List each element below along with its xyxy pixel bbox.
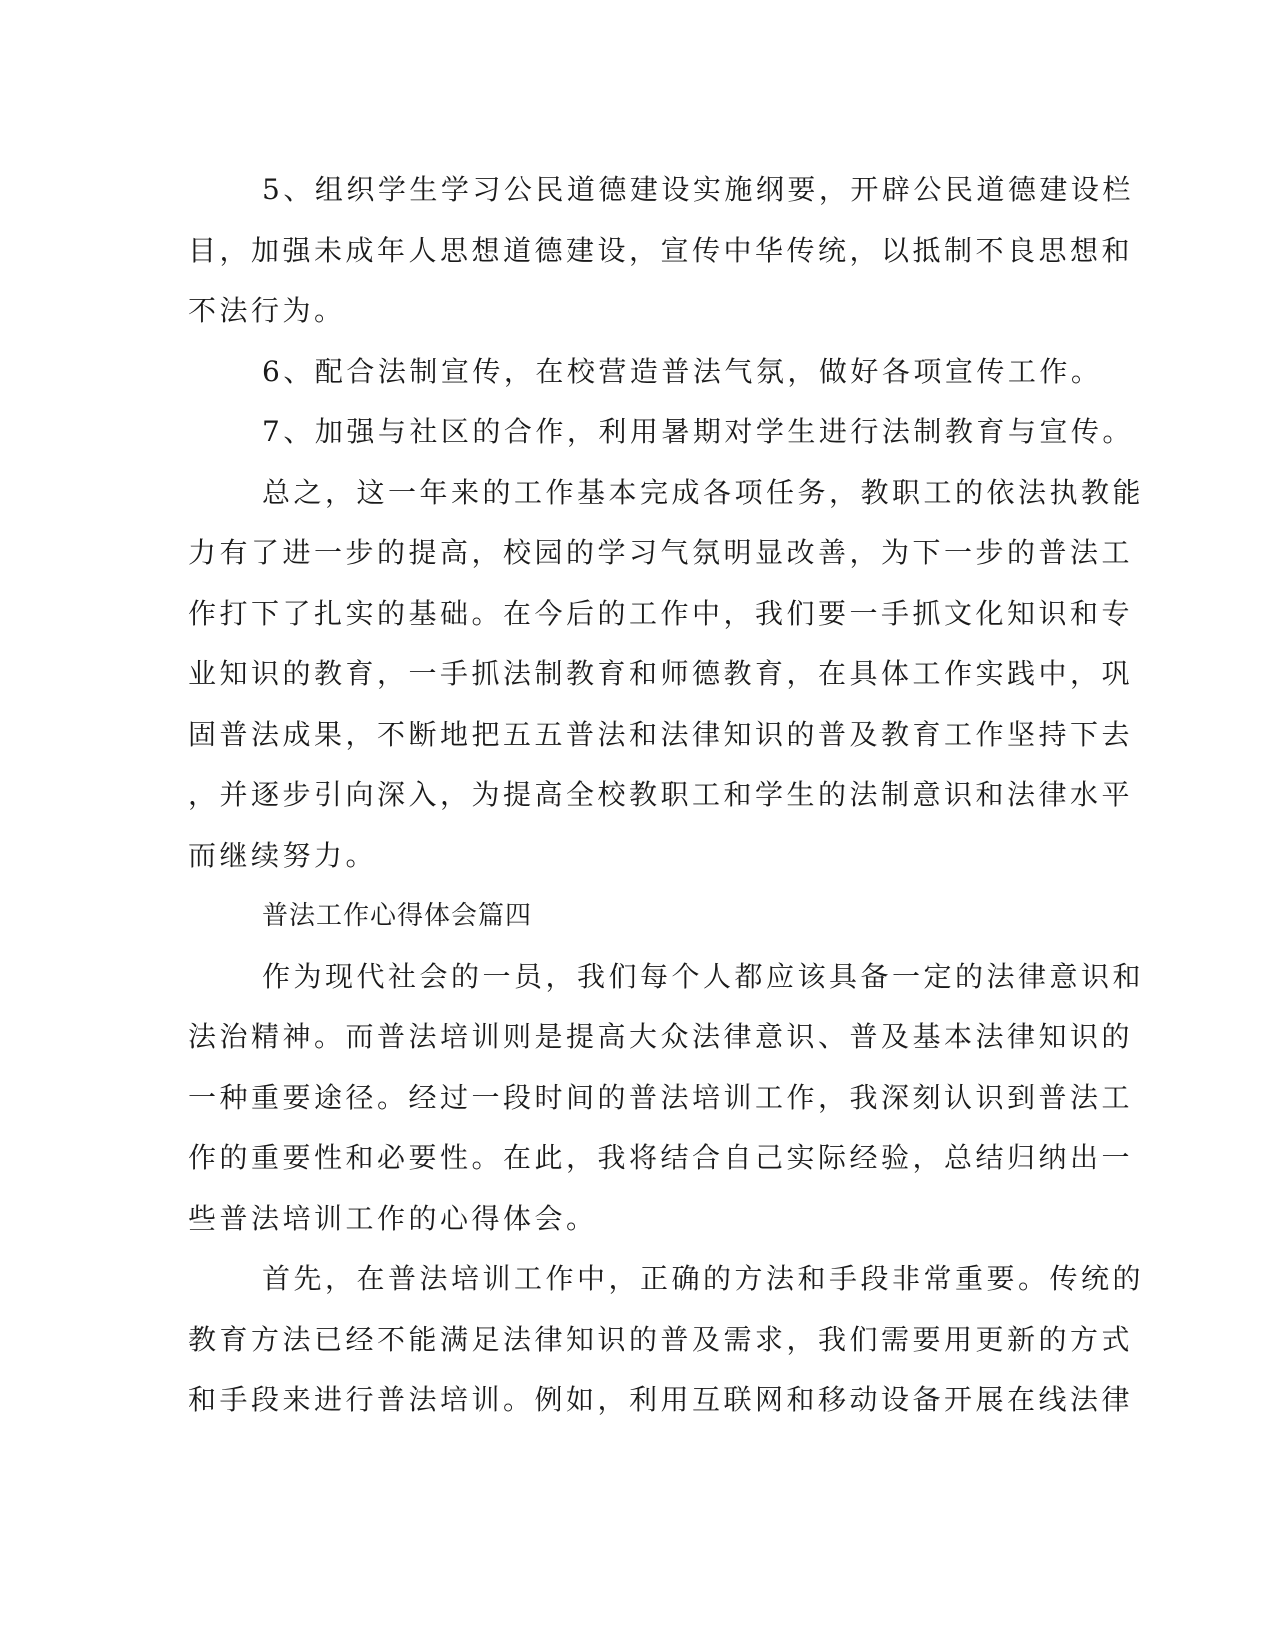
text-line: 首先，在普法培训工作中，正确的方法和手段非常重要。传统的	[262, 1262, 1145, 1295]
text-line: ，并逐步引向深入，为提高全校教职工和学生的法制意识和法律水平	[188, 778, 1134, 811]
text-line: 和手段来进行普法培训。例如，利用互联网和移动设备开展在线法律	[188, 1383, 1134, 1416]
text-line: 7、加强与社区的合作，利用暑期对学生进行法制教育与宣传。	[262, 415, 1134, 448]
document-body	[188, 160, 1145, 1431]
text-line: 法治精神。而普法培训则是提高大众法律意识、普及基本法律知识的	[188, 1020, 1134, 1053]
text-line: 6、配合法制宣传，在校营造普法气氛，做好各项宣传工作。	[262, 354, 1103, 388]
text-line: 5、组织学生学习公民道德建设实施纲要，开辟公民道德建设栏	[262, 173, 1134, 206]
text-line: 力有了进一步的提高，校园的学习气氛明显改善，为下一步的普法工	[188, 536, 1134, 569]
text-line: 作打下了扎实的基础。在今后的工作中，我们要一手抓文化知识和专	[188, 596, 1134, 630]
text-line: 不法行为。	[188, 294, 346, 327]
text-line: 业知识的教育，一手抓法制教育和师德教育，在具体工作实践中，巩	[188, 657, 1134, 690]
text-line: 总之，这一年来的工作基本完成各项任务，教职工的依法执教能	[262, 475, 1145, 509]
text-line: 目，加强未成年人思想道德建设，宣传中华传统，以抵制不良思想和	[188, 233, 1134, 267]
text-line: 作的重要性和必要性。在此，我将结合自己实际经验，总结归纳出一	[188, 1141, 1134, 1174]
text-line: 而继续努力。	[188, 838, 378, 872]
text-line: 作为现代社会的一员，我们每个人都应该具备一定的法律意识和	[262, 959, 1145, 993]
text-line: 固普法成果，不断地把五五普法和法律知识的普及教育工作坚持下去	[188, 717, 1134, 751]
text-line: 一种重要途径。经过一段时间的普法培训工作，我深刻认识到普法工	[188, 1080, 1134, 1114]
text-line: 教育方法已经不能满足法律知识的普及需求，我们需要用更新的方式	[188, 1322, 1134, 1356]
text-line: 些普法培训工作的心得体会。	[188, 1201, 598, 1235]
section-heading: 普法工作心得体会篇四	[262, 901, 533, 931]
